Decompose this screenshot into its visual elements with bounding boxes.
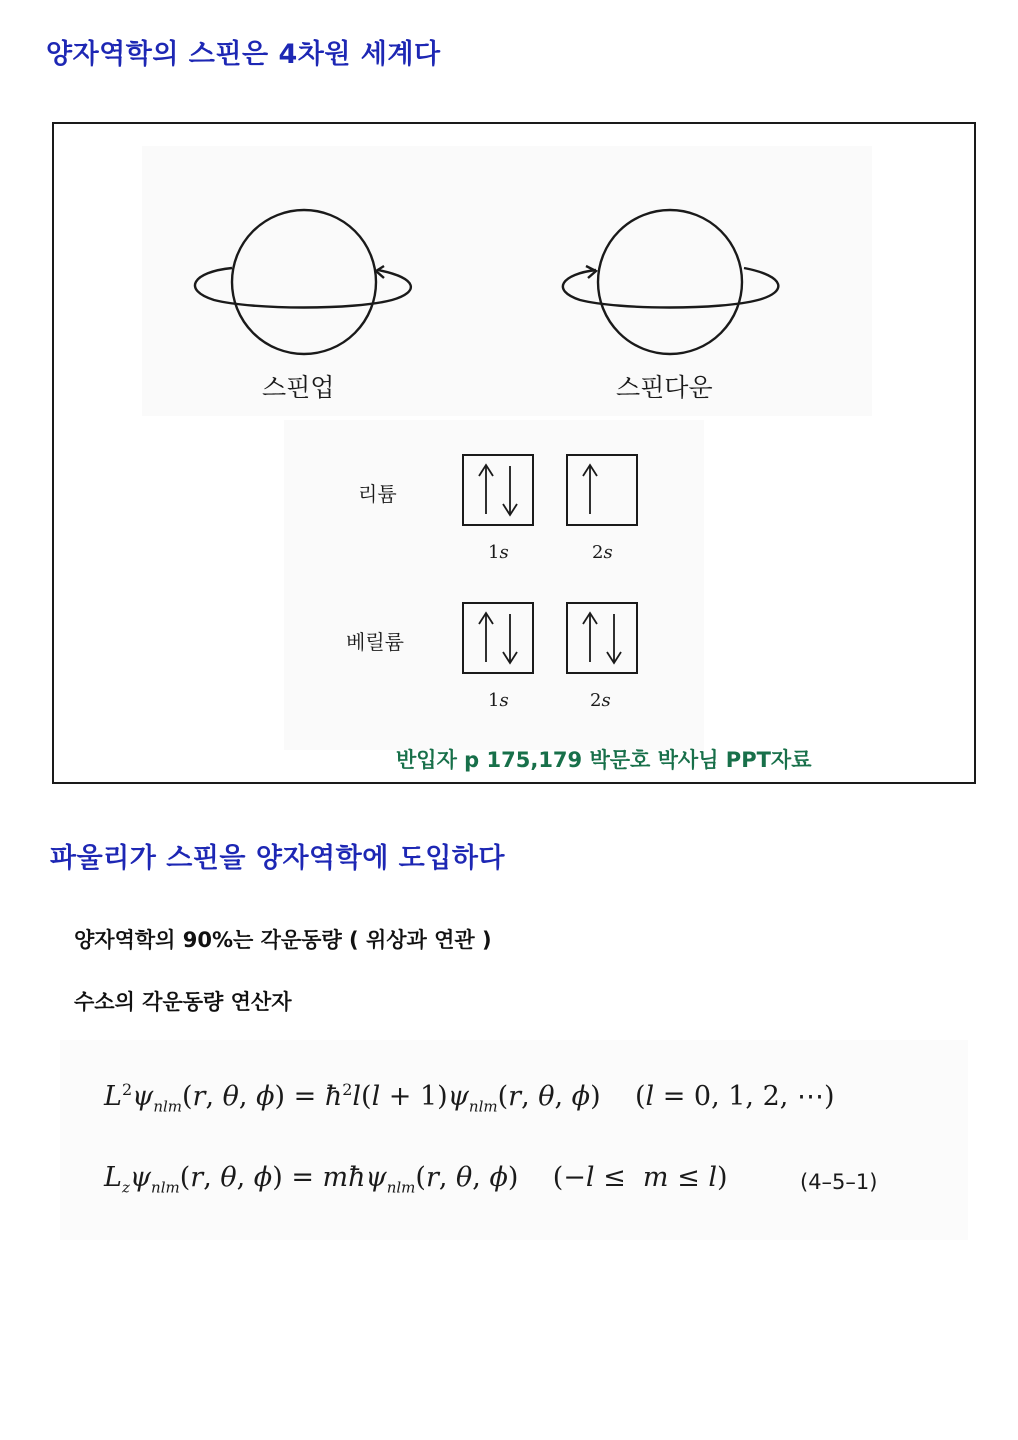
beryllium-label: 베릴륨 xyxy=(346,630,404,654)
spin-up-label: 스핀업 xyxy=(262,373,335,402)
spin-figure-box xyxy=(52,122,976,784)
lithium-2s-orbital-box xyxy=(566,454,638,526)
lithium-label: 리튬 xyxy=(358,482,397,506)
hydrogen-operator-heading: 수소의 각운동량 연산자 xyxy=(74,990,292,1014)
equation-number: (4–5–1) xyxy=(800,1170,878,1194)
source-note: 반입자 p 175,179 박문호 박사님 PPT자료 xyxy=(396,748,812,772)
spin-down-sphere-icon xyxy=(550,194,790,374)
beryllium-1s-label: 1s xyxy=(488,690,509,711)
spin-up-sphere-icon xyxy=(184,194,424,374)
equation-l-squared: $L^2\psi_{nlm}(r$, θ, $\phi) = ħ^2l(l + 1)\psi_{nlm}(r$, θ, ϕ) (l = 0, 1, 2, ⋯) xyxy=(104,1080,835,1116)
up-down-arrows-icon xyxy=(464,604,532,672)
lithium-1s-label: 1s xyxy=(488,542,509,563)
angular-momentum-statement: 양자역학의 90%는 각운동량 ( 위상과 연관 ) xyxy=(74,928,492,952)
spin-down-label: 스핀다운 xyxy=(616,373,713,402)
up-down-arrows-icon xyxy=(568,604,636,672)
beryllium-2s-label: 2s xyxy=(590,690,611,711)
beryllium-2s-orbital-box xyxy=(566,602,638,674)
equation-lz: $L_z\psi_{nlm}(r$, θ, ϕ) = mħψ$_{nlm}$(r, θ, ϕ) (−l ≤ m ≤ l) xyxy=(104,1162,728,1197)
section-title-pauli: 파울리가 스핀을 양자역학에 도입하다 xyxy=(50,843,506,874)
up-arrow-icon xyxy=(568,456,636,524)
lithium-2s-label: 2s xyxy=(592,542,613,563)
lithium-1s-orbital-box xyxy=(462,454,534,526)
section-title-spin: 양자역학의 스핀은 4차원 세계다 xyxy=(46,39,441,70)
up-down-arrows-icon xyxy=(464,456,532,524)
beryllium-1s-orbital-box xyxy=(462,602,534,674)
equation-panel xyxy=(60,1040,968,1240)
